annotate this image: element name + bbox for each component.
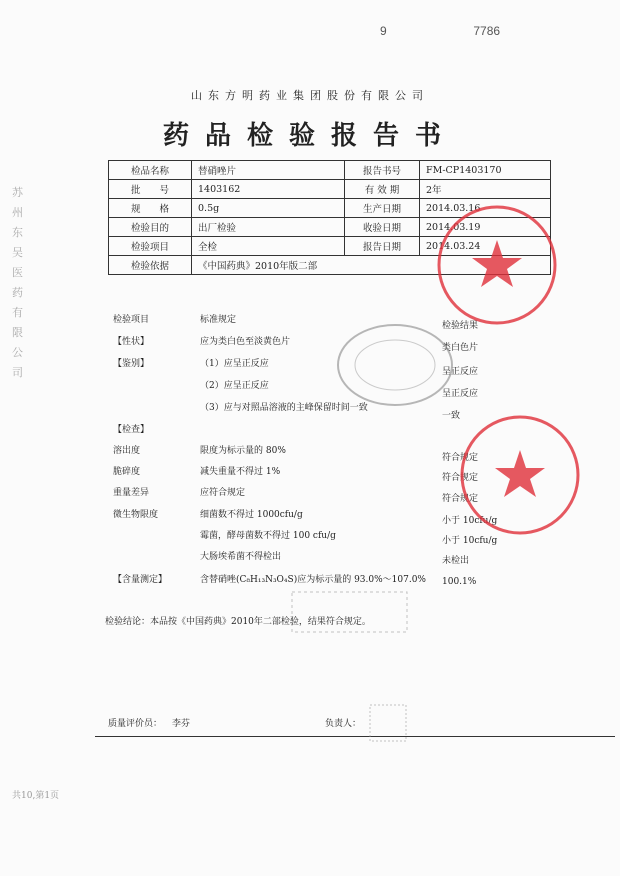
evaluator-name: 李芬 — [172, 719, 191, 729]
items-header-item: 检验项目 — [113, 315, 150, 325]
info-l1: 检验目的 — [109, 218, 192, 237]
info-l1: 检验项目 — [109, 237, 192, 256]
info-v1: 1403162 — [192, 180, 345, 199]
info-v1: 0.5g — [192, 199, 345, 218]
info-l2: 报告书号 — [345, 161, 420, 180]
item-spec: 大肠埃希菌不得检出 — [200, 552, 282, 562]
item-spec: 含替硝唑(C₈H₁₃N₃O₄S)应为标示量的 93.0%～107.0% — [200, 575, 426, 585]
item-item: 【性状】 — [113, 337, 150, 347]
red-stamp-inspection — [432, 200, 562, 330]
item-result: 小于 10cfu/g — [442, 536, 498, 546]
item-item: 重量差异 — [113, 488, 150, 498]
item-spec: 霉菌，酵母菌数不得过 100 cfu/g — [200, 531, 336, 541]
item-result: 符合规定 — [442, 494, 479, 504]
info-l2: 报告日期 — [345, 237, 420, 256]
info-row — [109, 180, 551, 199]
basis-value: 《中国药典》2010年版二部 — [192, 256, 551, 275]
item-spec: 减失重量不得过 1% — [200, 467, 281, 477]
item-item: 溶出度 — [113, 446, 141, 456]
item-result: 100.1% — [442, 577, 477, 587]
info-v1: 全检 — [192, 237, 345, 256]
item-spec: （2）应呈正反应 — [200, 381, 269, 391]
info-row — [109, 161, 551, 180]
header-marks — [380, 24, 500, 38]
grey-seal-mark — [290, 590, 410, 635]
item-result: 呈正反应 — [442, 389, 479, 399]
item-result: 一致 — [442, 411, 461, 421]
side-company-text: 苏州东吴医药有限公司 — [12, 186, 23, 379]
item-item: 【检查】 — [113, 425, 150, 435]
item-spec: （1）应呈正反应 — [200, 359, 269, 369]
item-spec: 限度为标示量的 80% — [200, 446, 286, 456]
info-v2: 2014.03.19 — [420, 218, 551, 237]
info-v2: 2年 — [420, 180, 551, 199]
item-item: 【含量测定】 — [113, 575, 168, 585]
item-item: 【鉴别】 — [113, 359, 150, 369]
responsible-label: 负责人： — [325, 719, 362, 729]
header-mark-right: 7786 — [473, 24, 501, 38]
red-stamp-quality — [455, 410, 585, 540]
item-result: 呈正反应 — [442, 367, 479, 377]
info-l2: 收验日期 — [345, 218, 420, 237]
company-name: 山东方明药业集团股份有限公司 — [191, 89, 429, 102]
page-title: 药品检验报告书 — [162, 121, 457, 151]
item-item: 微生物限度 — [113, 510, 159, 520]
items-header-spec: 标准规定 — [200, 315, 237, 325]
page-footer: 共10,第1页 — [12, 791, 60, 801]
conclusion: 检验结论：本品按《中国药典》2010年二部检验，结果符合规定。 — [105, 617, 371, 627]
item-spec: 应符合规定 — [200, 488, 246, 498]
item-spec: 细菌数不得过 1000cfu/g — [200, 510, 303, 520]
divider — [95, 736, 615, 737]
info-l2: 生产日期 — [345, 199, 420, 218]
evaluator-label: 质量评价员： — [108, 719, 163, 729]
info-v2: 2014.03.16 — [420, 199, 551, 218]
info-l1: 检品名称 — [109, 161, 192, 180]
item-item: 脆碎度 — [113, 467, 141, 477]
signature-seal — [368, 703, 408, 743]
info-l1: 规 格 — [109, 199, 192, 218]
info-l1: 批 号 — [109, 180, 192, 199]
basis-label: 检验依据 — [109, 256, 192, 275]
info-l2: 有 效 期 — [345, 180, 420, 199]
item-result: 小于 10cfu/g — [442, 516, 498, 526]
info-v1: 替硝唑片 — [192, 161, 345, 180]
item-result: 类白色片 — [442, 343, 479, 353]
item-result: 符合规定 — [442, 453, 479, 463]
items-header-result: 检验结果 — [442, 321, 479, 331]
info-v2: 2014.03.24 — [420, 237, 551, 256]
item-spec: 应为类白色至淡黄色片 — [200, 337, 291, 347]
item-result: 未检出 — [442, 556, 470, 566]
item-result: 符合规定 — [442, 473, 479, 483]
header-mark-left: 9 — [380, 24, 387, 38]
item-spec: （3）应与对照品溶液的主峰保留时间一致 — [200, 403, 368, 413]
info-v1: 出厂检验 — [192, 218, 345, 237]
info-v2: FM-CP1403170 — [420, 161, 551, 180]
grey-company-stamp — [335, 320, 455, 410]
